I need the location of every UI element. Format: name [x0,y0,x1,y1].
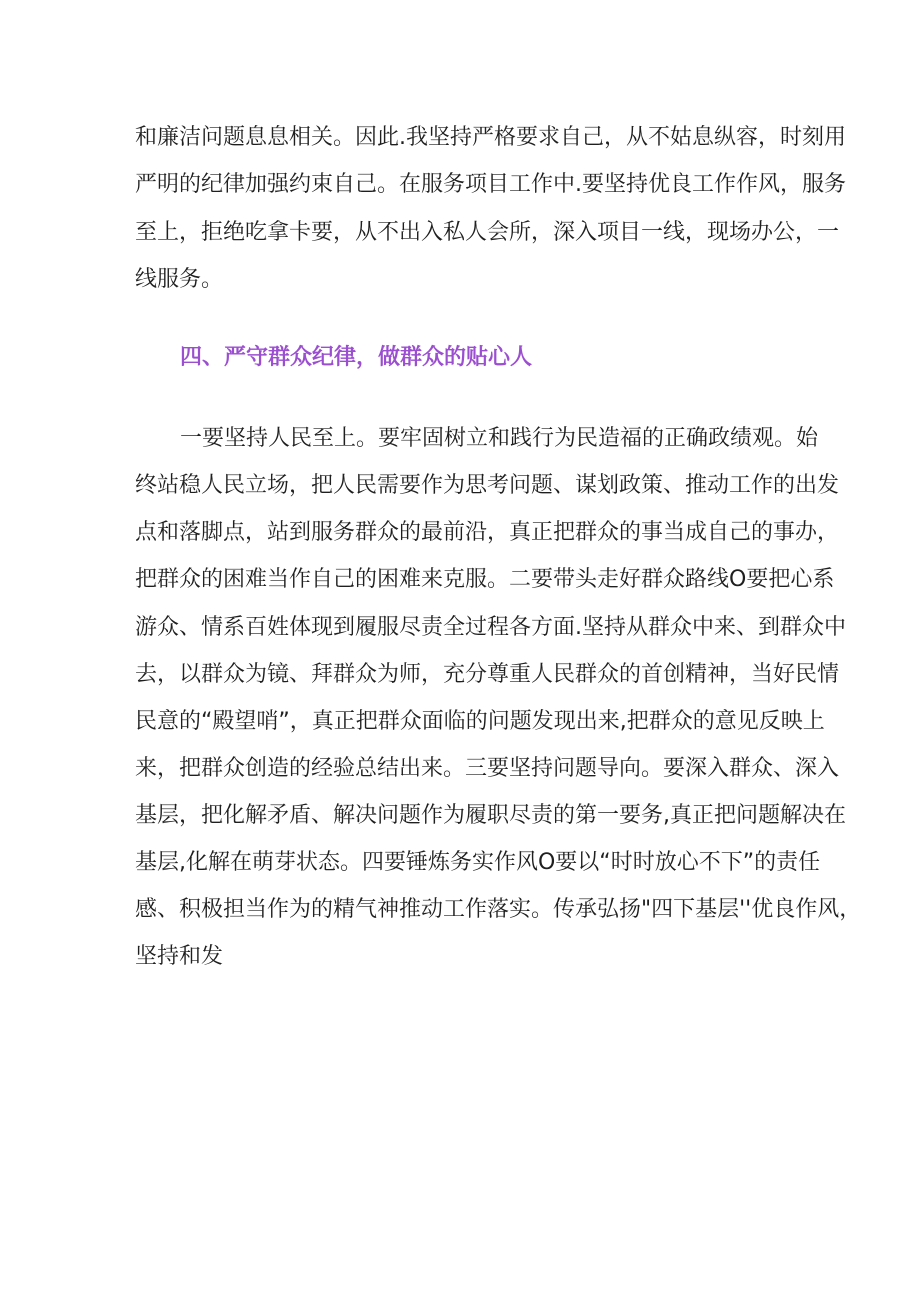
body-paragraph-line-12: 坚持和发 [135,944,224,969]
section-heading: 四、严守群众纪律，做群众的贴心人 [180,345,533,370]
intro-paragraph-line-4: 线服务。 [135,267,224,292]
body-paragraph-line-4: 把群众的困难当作自己的困难来克服。二要带头走好群众路线O要把心系 [135,567,835,592]
body-paragraph-line-9: 基层，把化解矛盾、解决问题作为履职尽责的第一要务,真正把问题解决在 [135,803,846,828]
body-paragraph-line-10: 基层,化解在萌芽状态。四要锤炼务实作风O要以“时时放心不下”的责任 [135,850,821,875]
body-paragraph-line-3: 点和落脚点，站到服务群众的最前沿，真正把群众的事当成自己的事办， [135,520,840,545]
intro-paragraph-line-1: 和廉洁问题息息相关。因此.我坚持严格要求自己，从不姑息纵容，时刻用 [135,125,846,150]
body-paragraph-line-5: 游众、情系百姓体现到履服尽责全过程各方面.坚持从群众中来、到群众中 [135,615,846,640]
intro-paragraph-line-2: 严明的纪律加强约束自己。在服务项目工作中.要坚持优良工作作风，服务 [135,172,846,197]
body-paragraph-line-1: 一要坚持人民至上。要牢固树立和践行为民造福的正确政绩观。始 [180,426,819,451]
body-paragraph-line-7: 民意的“殿望哨”，真正把群众面临的问题发现出来,把群众的意见反映上 [135,709,825,734]
body-paragraph-line-8: 来，把群众创造的经验总结出来。三要坚持问题导向。要深入群众、深入 [135,756,840,781]
intro-paragraph-line-3: 至上，拒绝吃拿卡要，从不出入私人会所，深入项目一线，现场办公，一 [135,220,840,245]
body-paragraph-line-2: 终站稳人民立场，把人民需要作为思考问题、谋划政策、推动工作的出发 [135,473,840,498]
body-paragraph-line-6: 去，以群众为镜、拜群众为师，充分尊重人民群众的首创精神，当好民情 [135,662,840,687]
body-paragraph-line-11: 感、积极担当作为的精气神推动工作落实。传承弘扬"四下基层''优良作风， [135,897,862,922]
